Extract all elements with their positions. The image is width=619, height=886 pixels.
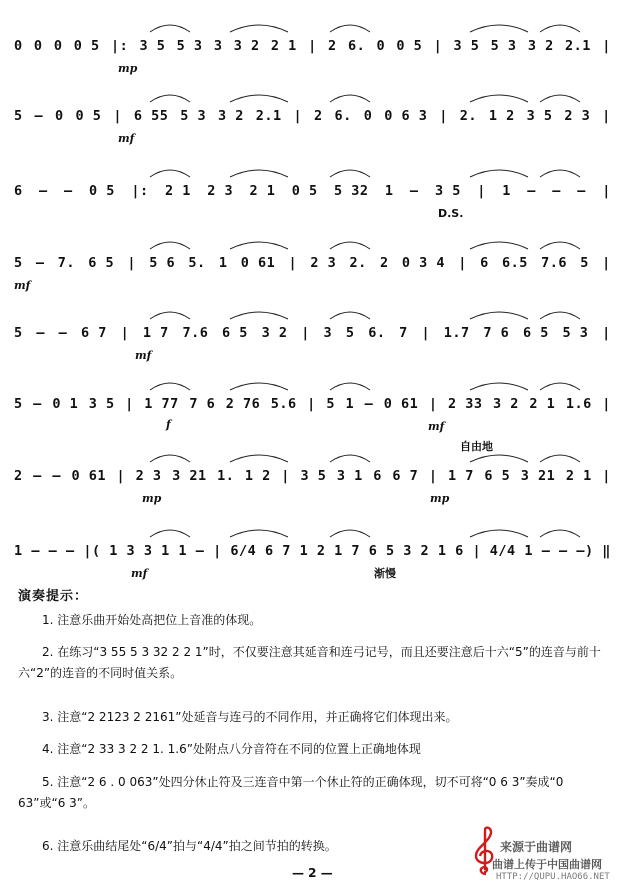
note-group: 5 32 bbox=[334, 183, 369, 199]
note-group: – bbox=[552, 183, 561, 199]
slur-arc bbox=[150, 455, 190, 462]
note-group: 0 3 4 bbox=[401, 255, 446, 271]
slur-arc bbox=[330, 530, 370, 537]
note-group: – bbox=[65, 543, 75, 559]
note-group: 2 3 bbox=[310, 255, 337, 271]
note-group: 7.6 bbox=[541, 255, 568, 271]
slur-arc bbox=[540, 25, 580, 32]
barline: | bbox=[472, 543, 482, 559]
slur-arc bbox=[470, 242, 528, 249]
note-group: – bbox=[541, 543, 551, 559]
note-group: 5 bbox=[14, 255, 23, 271]
barline: | bbox=[602, 396, 611, 412]
note-group: 6 55 bbox=[133, 108, 169, 124]
note-group: 0 61 bbox=[383, 396, 419, 412]
barline: | bbox=[421, 325, 431, 341]
note-group: 1 bbox=[524, 543, 533, 559]
slur-arc bbox=[330, 455, 370, 462]
slur-arc bbox=[470, 170, 528, 177]
barline: | bbox=[308, 38, 317, 54]
note-group: 2.1 bbox=[565, 38, 591, 54]
slur-arc bbox=[540, 95, 580, 102]
note-group: 1 bbox=[14, 543, 23, 559]
note-group: 5.6 bbox=[270, 396, 297, 412]
slur-arc bbox=[150, 383, 190, 390]
note-group: 6 5 bbox=[88, 255, 115, 271]
note-group: 0 bbox=[376, 38, 386, 54]
note-group: 3 2 bbox=[493, 396, 519, 412]
note-group: 6. bbox=[334, 108, 352, 124]
note-group: 6 bbox=[373, 468, 382, 484]
note-group: 2 33 bbox=[447, 396, 483, 412]
note-group: 5 3 bbox=[180, 108, 207, 124]
note-group: – bbox=[36, 325, 45, 341]
barline: |( bbox=[83, 543, 101, 559]
slur-marks bbox=[0, 440, 619, 500]
watermark-upload: 曲谱上传于中国曲谱网 bbox=[492, 858, 602, 871]
note-group: 7. bbox=[57, 255, 76, 271]
note-group: – bbox=[559, 543, 568, 559]
note-group: 3 5 bbox=[526, 108, 553, 124]
tempo-annotation: 自由地 bbox=[460, 440, 493, 453]
watermark-url: HTTP://QUPU.HAO66.NET bbox=[496, 872, 610, 882]
note-group: 0 5 bbox=[89, 183, 115, 199]
barline: | bbox=[113, 108, 122, 124]
note-group: 6. bbox=[347, 38, 366, 54]
note-group: 0 61 bbox=[240, 255, 276, 271]
slur-arc bbox=[150, 25, 190, 32]
note-group: 3 bbox=[213, 38, 223, 54]
slur-arc bbox=[540, 312, 580, 319]
dynamic-mark: mf bbox=[428, 420, 445, 433]
slur-arc bbox=[230, 170, 288, 177]
note-group: 2.1 bbox=[255, 108, 282, 124]
note-group: 2 bbox=[380, 255, 389, 271]
slur-arc bbox=[540, 383, 580, 390]
slur-arc bbox=[470, 25, 528, 32]
slur-arc bbox=[470, 455, 528, 462]
note-group: 1.6 bbox=[565, 396, 592, 412]
barline: | bbox=[439, 108, 448, 124]
note-group: – bbox=[31, 543, 40, 559]
note-group: 5. bbox=[188, 255, 206, 271]
slur-arc bbox=[150, 95, 190, 102]
tip-item-6: 6. 注意乐曲结尾处“6/4”拍与“4/4”拍之间节拍的转换。 bbox=[42, 839, 337, 853]
note-group: 4/4 bbox=[489, 543, 516, 559]
note-group: 5 3 bbox=[562, 325, 589, 341]
note-group: 3 5 bbox=[434, 183, 461, 199]
barline: | bbox=[213, 543, 222, 559]
slur-arc bbox=[470, 312, 528, 319]
note-group: 2 1 bbox=[164, 183, 191, 199]
note-group: 6/4 bbox=[230, 543, 257, 559]
note-group: –) bbox=[576, 543, 594, 559]
barline: |: bbox=[110, 38, 129, 54]
slur-arc bbox=[540, 530, 580, 537]
note-group: 1 bbox=[384, 183, 394, 199]
slur-arc bbox=[230, 455, 288, 462]
note-group: 0 bbox=[363, 108, 373, 124]
barline: | bbox=[477, 183, 486, 199]
note-group: 2 1 bbox=[270, 38, 297, 54]
note-group: 3 5 bbox=[300, 468, 327, 484]
note-group: 6 bbox=[480, 255, 489, 271]
dynamic-mark: mf bbox=[131, 567, 148, 580]
barline: | bbox=[602, 183, 611, 199]
note-group: 1 2 bbox=[488, 108, 515, 124]
note-group: 3 5 bbox=[88, 396, 115, 412]
note-group: 0 61 bbox=[71, 468, 106, 484]
note-group: 3 2 bbox=[217, 108, 244, 124]
note-group: – bbox=[39, 183, 48, 199]
barline: | bbox=[301, 325, 310, 341]
note-group: 6 5 bbox=[484, 468, 511, 484]
slur-marks bbox=[0, 10, 619, 70]
note-group: 3 1 bbox=[143, 543, 170, 559]
barline: | bbox=[125, 396, 134, 412]
barline: | bbox=[602, 468, 611, 484]
page-number: — 2 — bbox=[292, 866, 333, 880]
note-group: 2 bbox=[314, 108, 323, 124]
note-group: 3 2 bbox=[527, 38, 554, 54]
barline: | bbox=[116, 468, 126, 484]
slur-arc bbox=[230, 25, 288, 32]
dynamic-mark: f bbox=[166, 418, 171, 431]
note-group: 2 1 bbox=[565, 468, 592, 484]
note-group: 2 bbox=[14, 468, 23, 484]
slur-arc bbox=[330, 170, 370, 177]
note-group: 6. bbox=[368, 325, 386, 341]
note-group: 1 bbox=[178, 543, 188, 559]
note-group: 5 bbox=[580, 255, 589, 271]
slur-arc bbox=[470, 383, 528, 390]
slur-arc bbox=[230, 242, 288, 249]
note-group: 0 1 bbox=[52, 396, 79, 412]
barline: |: bbox=[131, 183, 149, 199]
dynamic-mark: mf bbox=[118, 132, 135, 145]
note-group: 1 3 bbox=[109, 543, 136, 559]
barline: ‖ bbox=[602, 543, 611, 559]
note-group: 0 bbox=[14, 38, 23, 54]
slur-arc bbox=[150, 170, 190, 177]
note-group: 1. bbox=[217, 468, 235, 484]
note-group: 1 bbox=[502, 183, 511, 199]
note-group: 3 2 bbox=[261, 325, 288, 341]
barline: | bbox=[602, 325, 611, 341]
note-group: 2 3 bbox=[207, 183, 234, 199]
slur-marks bbox=[0, 227, 619, 287]
note-group: 2. bbox=[459, 108, 477, 124]
slur-arc bbox=[330, 25, 370, 32]
slur-arc bbox=[230, 312, 288, 319]
note-group: 5 3 bbox=[490, 38, 517, 54]
note-group: 1 bbox=[218, 255, 228, 271]
barline: | bbox=[602, 255, 611, 271]
note-group: 3 21 bbox=[520, 468, 556, 484]
note-group: 3 bbox=[323, 325, 333, 341]
barline: | bbox=[281, 468, 290, 484]
note-group: 7 bbox=[399, 325, 408, 341]
note-group: 0 5 bbox=[291, 183, 318, 199]
tip-item-1: 1. 注意乐曲开始处高把位上音准的体现。 bbox=[42, 613, 262, 627]
barline: | bbox=[127, 255, 137, 271]
slur-arc bbox=[470, 95, 528, 102]
barline: | bbox=[433, 38, 443, 54]
slur-marks bbox=[0, 515, 619, 575]
note-group: 3 1 bbox=[336, 468, 363, 484]
note-group: 6 7 bbox=[80, 325, 107, 341]
note-group: 0 5 bbox=[75, 108, 102, 124]
note-group: – bbox=[35, 255, 45, 271]
note-group: – bbox=[364, 396, 374, 412]
note-group: – bbox=[577, 183, 586, 199]
note-group: 0 bbox=[33, 38, 43, 54]
note-group: – bbox=[52, 468, 61, 484]
note-group: 7 6 bbox=[189, 396, 216, 412]
note-group: – bbox=[48, 543, 58, 559]
note-group: – bbox=[64, 183, 73, 199]
slur-marks bbox=[0, 368, 619, 428]
note-group: 1 bbox=[345, 396, 355, 412]
barline: | bbox=[602, 38, 611, 54]
note-group: 5 bbox=[14, 396, 23, 412]
note-group: 0 5 bbox=[73, 38, 100, 54]
staff-line-8 bbox=[0, 515, 619, 615]
note-group: 2 76 bbox=[225, 396, 261, 412]
note-group: 5 6 bbox=[149, 255, 176, 271]
note-group: 5 bbox=[345, 325, 355, 341]
tips-title: 演奏提示： bbox=[18, 589, 89, 604]
note-group: 0 5 bbox=[396, 38, 423, 54]
slur-arc bbox=[230, 530, 288, 537]
note-group: – bbox=[34, 108, 44, 124]
barline: | bbox=[602, 108, 611, 124]
note-group: 5 3 bbox=[176, 38, 203, 54]
note-group: 1 7 bbox=[142, 325, 169, 341]
barline: | bbox=[428, 396, 438, 412]
slur-arc bbox=[330, 242, 370, 249]
note-group: 2 1 bbox=[249, 183, 276, 199]
note-group: 1.7 bbox=[443, 325, 470, 341]
note-group: 0 6 3 bbox=[384, 108, 428, 124]
note-group: – bbox=[527, 183, 536, 199]
note-group: 6 bbox=[14, 183, 23, 199]
note-group: 3 5 bbox=[139, 38, 166, 54]
slur-arc bbox=[230, 95, 288, 102]
slur-arc bbox=[540, 242, 580, 249]
note-group: 1 2 bbox=[299, 543, 326, 559]
note-group: 7.6 bbox=[182, 325, 209, 341]
note-group: 2 bbox=[328, 38, 337, 54]
note-group: 1 6 bbox=[437, 543, 464, 559]
slur-marks bbox=[0, 80, 619, 140]
barline: | bbox=[288, 255, 298, 271]
tip-item-5: 5. 注意“2 6 . 0 063”处四分休止符及三连音中第一个休止符的正确体现，切不可将“0 6 3”奏成“0 63”或“6 3”。 bbox=[18, 775, 564, 810]
watermark-source: 来源于曲谱网 bbox=[500, 840, 573, 854]
dynamic-mark: mp bbox=[118, 62, 138, 75]
dynamic-mark: mp bbox=[430, 492, 450, 505]
barline: | bbox=[458, 255, 467, 271]
slur-marks bbox=[0, 297, 619, 357]
note-group: 3 5 bbox=[453, 38, 480, 54]
note-group: 2 1 bbox=[529, 396, 556, 412]
barline: | bbox=[120, 325, 130, 341]
note-group: 1 7 bbox=[334, 543, 361, 559]
tip-item-3: 3. 注意“2 2123 2 2161”处延音与连弓的不同作用，并正确将它们体现出来。 bbox=[42, 710, 458, 724]
note-group: – bbox=[409, 183, 419, 199]
note-group: – bbox=[33, 468, 42, 484]
slur-arc bbox=[330, 312, 370, 319]
barline: | bbox=[293, 108, 303, 124]
barline: | bbox=[428, 468, 438, 484]
slur-arc bbox=[330, 383, 370, 390]
note-group: 7 6 bbox=[483, 325, 510, 341]
slur-arc bbox=[540, 170, 580, 177]
note-group: 6.5 bbox=[502, 255, 528, 271]
note-group: 3 21 bbox=[172, 468, 207, 484]
slur-arc bbox=[150, 242, 190, 249]
slur-arc bbox=[150, 312, 190, 319]
dynamic-mark: mf bbox=[14, 279, 31, 292]
note-group: – bbox=[195, 543, 205, 559]
note-group: 5 bbox=[326, 396, 335, 412]
note-group: 5 bbox=[14, 325, 23, 341]
tempo-annotation: D.S. bbox=[438, 207, 464, 220]
note-group: 0 bbox=[55, 108, 64, 124]
tempo-annotation: 渐慢 bbox=[374, 567, 396, 580]
dynamic-mark: mp bbox=[142, 492, 162, 505]
note-group: 1 7 bbox=[447, 468, 474, 484]
note-group: 2. bbox=[349, 255, 367, 271]
slur-arc bbox=[150, 530, 190, 537]
slur-arc bbox=[330, 95, 370, 102]
note-group: 1 2 bbox=[244, 468, 271, 484]
note-group: 6 5 bbox=[222, 325, 248, 341]
tip-item-4: 4. 注意“2 33 3 2 2 1. 1.6”处附点八分音符在不同的位置上正确地体现 bbox=[42, 742, 421, 756]
note-group: 6 7 bbox=[264, 543, 291, 559]
dynamic-mark: mf bbox=[135, 349, 152, 362]
slur-marks bbox=[0, 155, 619, 215]
note-group: 3 2 bbox=[403, 543, 430, 559]
note-group: 6 7 bbox=[392, 468, 419, 484]
note-group: 2 3 bbox=[564, 108, 591, 124]
slur-arc bbox=[230, 383, 288, 390]
note-group: 6 5 bbox=[368, 543, 395, 559]
tip-item-2: 2. 在练习“3 55 5 3 32 2 2 1”时，不仅要注意其延音和连弓记号，而且还要注意后十六“5”的连音与前十六“2”的连音的不同时值关系。 bbox=[18, 645, 601, 680]
note-group: 1 77 bbox=[144, 396, 179, 412]
note-group: – bbox=[33, 396, 42, 412]
note-group: – bbox=[58, 325, 68, 341]
barline: | bbox=[307, 396, 316, 412]
note-group: 6 5 bbox=[522, 325, 549, 341]
note-group: 2 3 bbox=[135, 468, 162, 484]
slur-arc bbox=[470, 530, 528, 537]
note-group: 5 bbox=[14, 108, 23, 124]
note-group: 0 bbox=[53, 38, 63, 54]
slur-arc bbox=[540, 455, 580, 462]
note-group: 3 2 bbox=[233, 38, 260, 54]
